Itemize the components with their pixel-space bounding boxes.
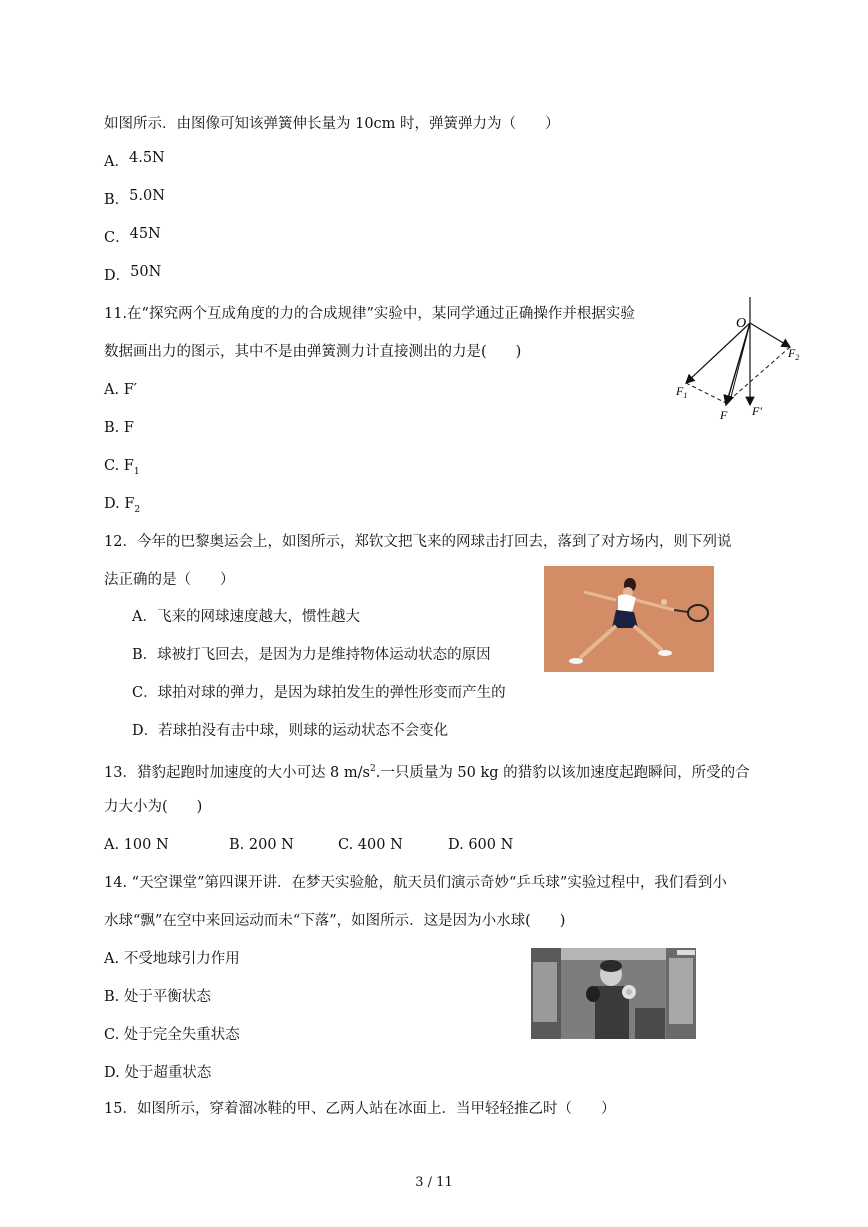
option-label: C．: [104, 230, 130, 246]
q11-option-b: B. F: [104, 420, 134, 436]
page-number: 3 / 11: [415, 1175, 453, 1190]
force-f-edge: [730, 323, 750, 401]
q12-stem-line1: 12．今年的巴黎奥运会上，如图所示，郑钦文把飞来的网球击打回去，落到了对方场内，则下列说: [104, 534, 732, 550]
label-f2: [787, 346, 799, 362]
tennis-player-illustration: [544, 566, 714, 672]
q13-text-b: .一只质量为 50 kg 的猎豹以该加速度起跑瞬间，所受的合: [375, 764, 750, 781]
option-value: 50N: [130, 264, 162, 280]
option-value: 5.0N: [129, 188, 165, 204]
q10-option-a: [104, 150, 165, 171]
option-value: 4.5N: [128, 150, 165, 166]
force-f2-arrow: [750, 323, 790, 347]
q11-stem-line1: 11.在“探究两个互成角度的力的合成规律”实验中，某同学通过正确操作并根据实验: [104, 306, 635, 322]
q13-option-d: D. 600 N: [448, 837, 514, 853]
subscript: 2: [134, 504, 141, 515]
q14-stem-line1: 14. “天空课堂”第四课开讲．在梦天实验舱，航天员们演示奇妙“乒乓球”实验过程中，我们看到小: [104, 875, 727, 891]
q14-option-a: A. 不受地球引力作用: [104, 951, 240, 967]
q14-option-b: B. 处于平衡状态: [104, 989, 211, 1005]
q10-option-d: [104, 264, 162, 285]
option-value: 45N: [129, 226, 161, 242]
label-f1-letter: F: [676, 384, 684, 398]
q13-option-b: B. 200 N: [229, 837, 294, 853]
q12-option-b: B．球被打飞回去，是因为力是维持物体运动状态的原因: [132, 647, 491, 663]
q13-option-c: C. 400 N: [338, 837, 403, 853]
q15-stem-line1: 15．如图所示，穿着溜冰鞋的甲、乙两人站在冰面上．当甲轻轻推乙时（ ）: [104, 1101, 616, 1117]
tennis-photo: [544, 566, 714, 672]
option-text: C. F: [104, 458, 134, 474]
q12-stem-line2: 法正确的是（ ）: [104, 572, 235, 588]
q12-option-d: D．若球拍没有击中球，则球的运动状态不会变化: [132, 723, 449, 739]
q14-option-d: D. 处于超重状态: [104, 1065, 212, 1081]
label-f1: [675, 384, 687, 400]
q11-option-a: A. F′: [104, 382, 138, 398]
parallelogram-dash-2: [726, 347, 790, 403]
force-f1-arrow: [686, 323, 750, 383]
q13-option-a: A. 100 N: [104, 837, 169, 853]
q13-stem-line2: 力大小为( ): [104, 799, 203, 815]
label-o: O: [736, 316, 747, 331]
q14-stem-line2: 水球“飘”在空中来回运动而未“下落”，如图所示．这是因为小水球( ): [104, 913, 566, 929]
label-f2-letter: F: [788, 346, 796, 360]
force-diagram: [668, 295, 818, 425]
option-label: D．: [104, 268, 131, 284]
q11-option-c: [104, 457, 140, 481]
q13-stem-line1: [104, 760, 750, 782]
q10-option-c: [104, 226, 161, 247]
label-fprime: F′: [752, 404, 762, 418]
superscript: 2: [369, 764, 376, 774]
option-label: A．: [104, 154, 129, 170]
subscript: 1: [133, 466, 140, 477]
label-f: F: [720, 408, 728, 422]
label-f2-sub: 2: [795, 353, 800, 362]
q11-stem-line2: 数据画出力的图示，其中不是由弹簧测力计直接测出的力是( ): [104, 344, 522, 360]
q10-option-b: [104, 188, 165, 209]
q11-option-d: [104, 495, 140, 519]
q12-option-c: C．球拍对球的弹力，是因为球拍发生的弹性形变而产生的: [132, 685, 506, 701]
astronaut-illustration: [531, 948, 696, 1039]
q12-option-a: A．飞来的网球速度越大，惯性越大: [132, 609, 360, 625]
q14-option-c: C. 处于完全失重状态: [104, 1027, 240, 1043]
q13-text-a: 13．猎豹起跑时加速度的大小可达 8 m/s: [104, 764, 370, 781]
label-f1-sub: 1: [683, 391, 688, 400]
option-label: B．: [104, 192, 130, 208]
parallelogram-dash-1: [686, 383, 726, 403]
option-text: D. F: [104, 496, 135, 512]
space-station-photo: [531, 948, 696, 1039]
q10-stem: 如图所示．由图像可知该弹簧伸长量为 10cm 时，弹簧弹力为（ ）: [104, 116, 560, 132]
